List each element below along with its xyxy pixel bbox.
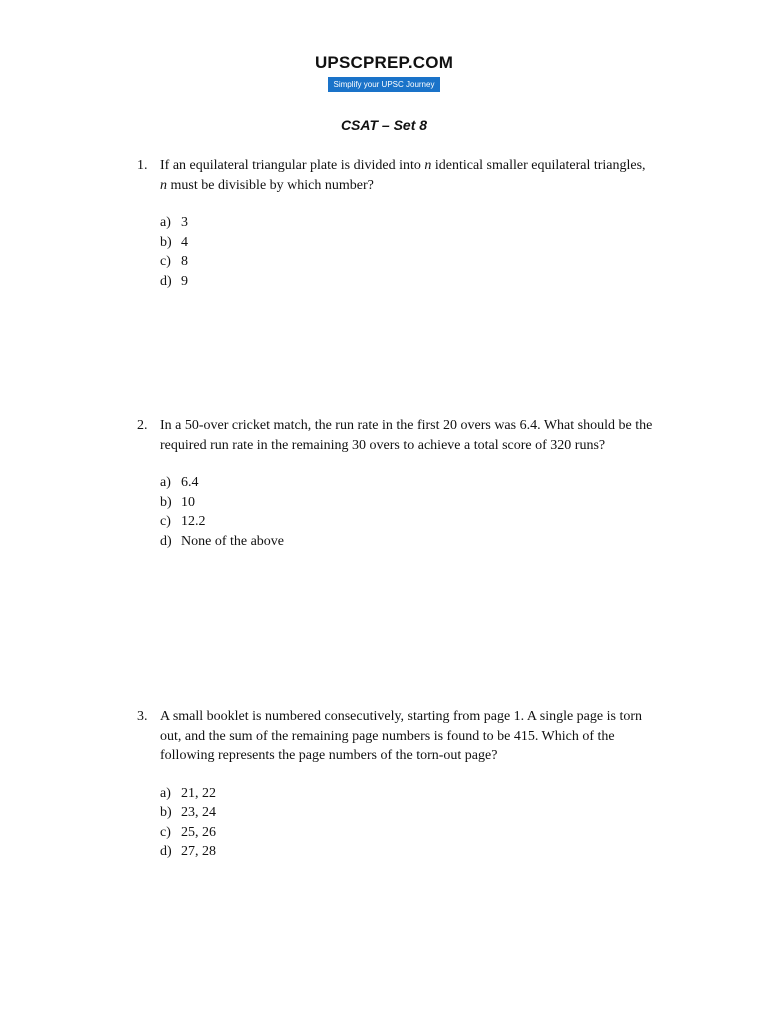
option-a: a) 3 (160, 215, 188, 230)
page-title: CSAT – Set 8 (340, 117, 428, 133)
option-d: d) None of the above (160, 533, 285, 549)
question-number: 2. (137, 418, 148, 433)
options-list (160, 473, 657, 551)
option-a: a) 6.4 (160, 475, 199, 490)
option-c: c) 25, 26 (160, 824, 216, 840)
options-list (160, 213, 657, 291)
brand-tagline: Simplify your UPSC Journey (328, 77, 441, 92)
option-b: b) 23, 24 (160, 805, 216, 820)
question-number: 3. (137, 709, 148, 724)
options-list (160, 784, 657, 862)
question-3 (137, 707, 657, 862)
question-1 (137, 156, 657, 291)
question-2 (137, 416, 657, 551)
question-text: A small booklet is numbered consecutively, starting from page 1. A single page is torn out, and the sum of the remaining page numbers is found to be 415. Which of the following represents the page numbers of the torn-out page? (160, 709, 643, 763)
option-b: b) 4 (160, 234, 188, 250)
question-text: In a 50-over cricket match, the run rate in the first 20 overs was 6.4. What should be the required run rate in the remaining 30 overs to achieve a total score of 320 runs? (160, 418, 653, 453)
option-c: c) 8 (160, 254, 188, 269)
option-c: c) 12.2 (160, 514, 206, 529)
option-b: b) 10 (160, 494, 195, 510)
question-number: 1. (137, 158, 148, 173)
option-d: d) 27, 28 (160, 844, 216, 859)
option-a: a) 21, 22 (160, 785, 216, 801)
question-text: If an equilateral triangular plate is divided into n identical smaller equilateral triangles, n must be divisible by which number? (160, 158, 646, 193)
brand-header (0, 52, 768, 92)
option-d: d) 9 (160, 273, 188, 289)
brand-logo-text: UPSCPREP.COM (314, 53, 454, 72)
